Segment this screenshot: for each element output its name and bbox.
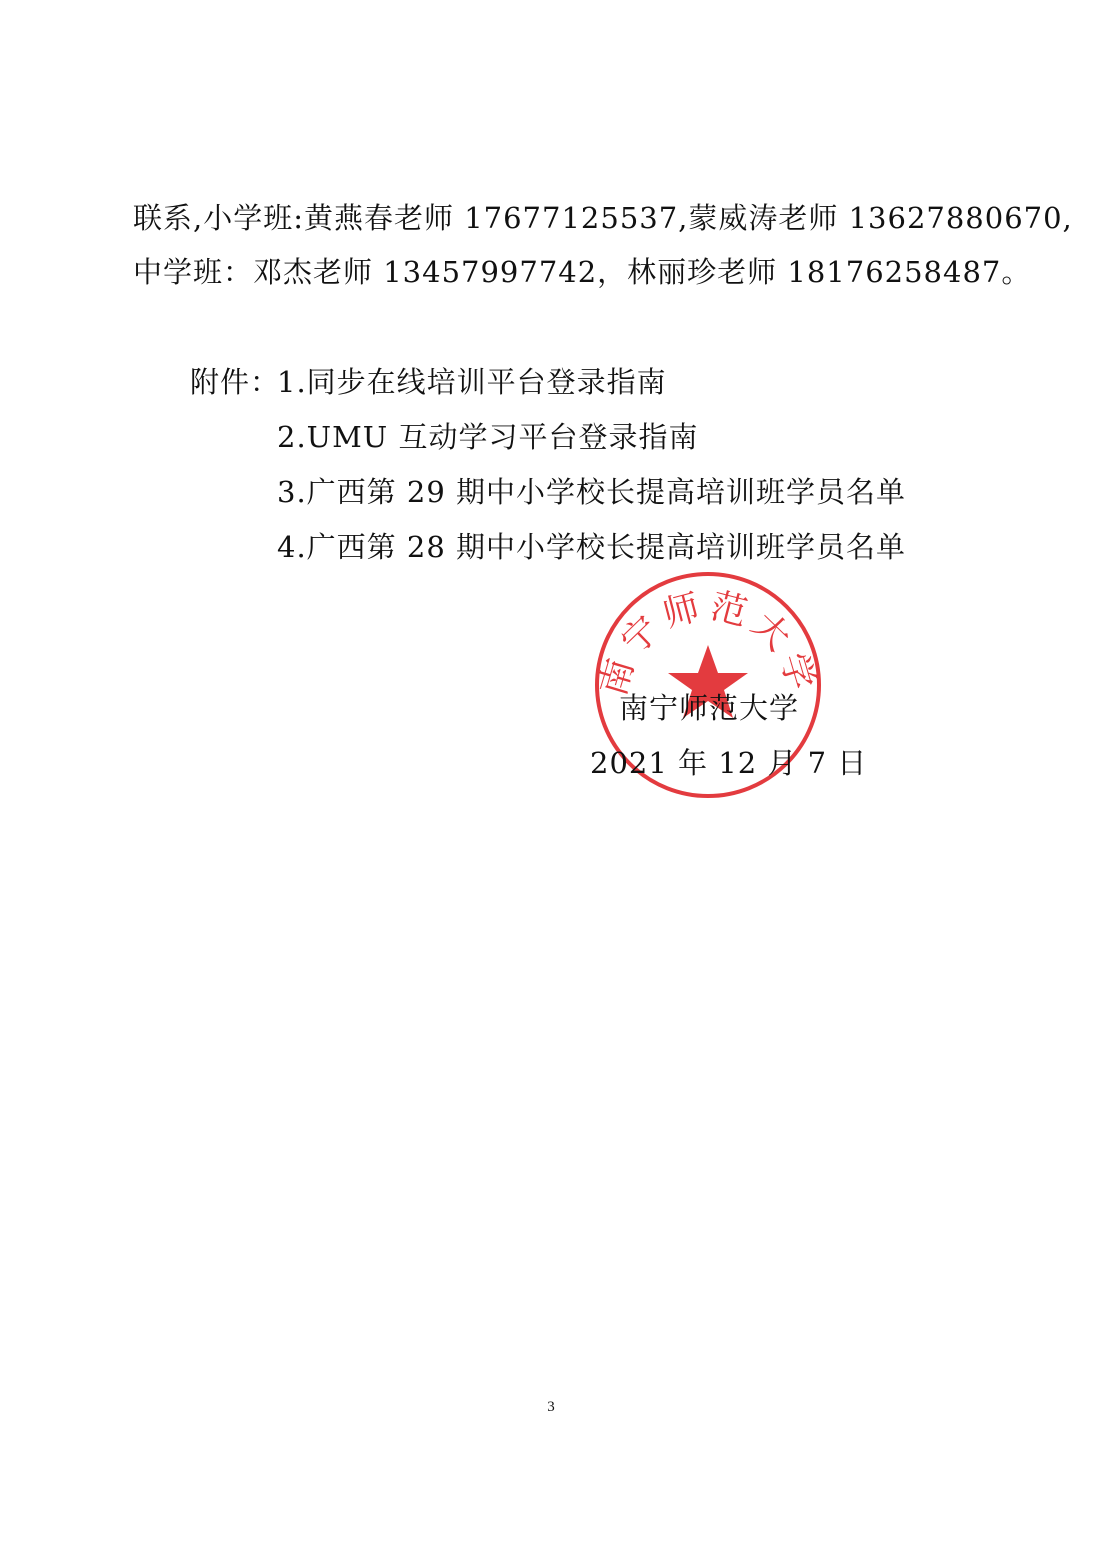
- contact-line: 联系,小学班:黄燕春老师 17677125537,蒙威涛老师 13627880670,: [133, 201, 1073, 235]
- attachment-item: 4.广西第 28 期中小学校长提高培训班学员名单: [277, 530, 907, 564]
- page-number: 3: [547, 1399, 555, 1415]
- signature-date: 2021 年 12 月 7 日: [590, 746, 868, 780]
- attachment-item: 2.UMU 互动学习平台登录指南: [277, 420, 699, 454]
- attachment-item: 3.广西第 29 期中小学校长提高培训班学员名单: [277, 475, 907, 509]
- contact-line: 中学班：邓杰老师 13457997742，林丽珍老师 18176258487。: [133, 255, 1032, 289]
- svg-text:南宁师范大学: 南宁师范大学: [592, 585, 824, 701]
- attachments-label: 附件：: [190, 365, 281, 399]
- attachment-item: 1.同步在线培训平台登录指南: [277, 365, 667, 399]
- signature-organization: 南宁师范大学: [619, 691, 800, 725]
